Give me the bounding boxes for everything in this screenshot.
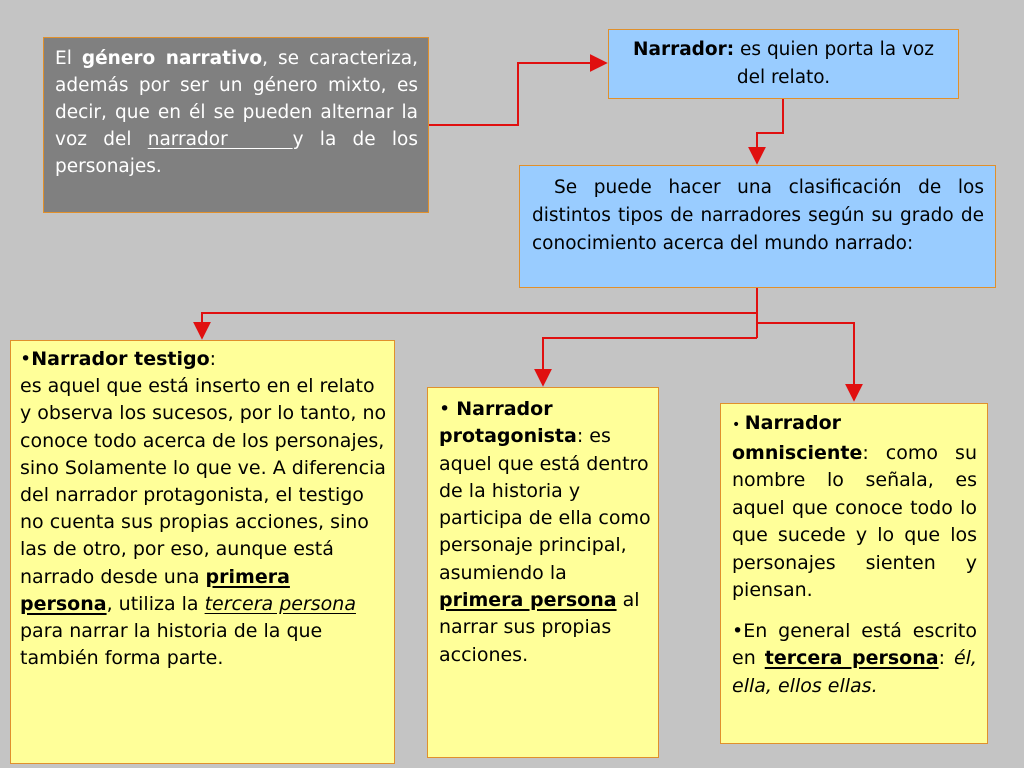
intro-term-narrador: narrador bbox=[147, 129, 293, 150]
omnisciente-title-line1: Narrador bbox=[744, 412, 842, 434]
testigo-tercera-persona: tercera persona bbox=[204, 592, 356, 615]
intro-box bbox=[43, 37, 429, 213]
clasificacion-text: Se puede hacer una clasificación de los distintos tipos de narradores según su grado de conocimiento acerca del mundo narrado: bbox=[532, 177, 984, 254]
narrador-protagonista-box bbox=[427, 387, 659, 758]
narrador-term: Narrador: bbox=[632, 39, 735, 60]
narrador-omnisciente-box bbox=[720, 403, 988, 744]
omnisciente-pronouns: él, ella, ellos ellas. bbox=[732, 647, 977, 697]
arrow-to-omnisciente bbox=[757, 323, 854, 400]
testigo-text: •Narrador testigo: es aquel que está inserto en el relato y observa los sucesos, por lo tanto, no conoce todo acerca de los personajes, sino Solamente lo que ve. A diferencia del narrador protagonista, el testigo no cuenta sus propias acciones, sino las de otro, por eso, aunque está narrado desde una primera persona, utiliza la tercera persona para narrar la historia de la que también forma parte. bbox=[20, 348, 387, 670]
intro-text: El género narrativo, se caracteriza, además por ser un género mixto, es decir, que en él se pueden alternar la voz del narrador y la de los personajes. bbox=[55, 48, 418, 177]
arrow-to-testigo bbox=[202, 313, 757, 338]
narrador-definition: es quien porta la voz del relato. bbox=[734, 39, 935, 88]
testigo-primera-persona: primera persona bbox=[20, 565, 290, 615]
omnisciente-tercera-persona: tercera persona bbox=[764, 647, 939, 669]
arrow-intro-to-narrador bbox=[428, 63, 606, 125]
protagonista-title: Narrador protagonista bbox=[439, 398, 577, 448]
intro-term-genero-narrativo: género narrativo bbox=[81, 48, 263, 69]
omnisciente-text-2: •En general está escrito en tercera persona: él, ella, ellos ellas. bbox=[732, 619, 977, 697]
omnisciente-title-line2: omnisciente bbox=[732, 441, 863, 464]
omnisciente-text: • Narrador omnisciente: como su nombre lo señala, es aquel que conoce todo lo que sucede y lo que los personajes sienten y piensan. bbox=[732, 412, 977, 601]
testigo-title: Narrador testigo bbox=[31, 348, 210, 370]
narrador-testigo-box bbox=[10, 340, 395, 764]
narrador-definition-box bbox=[608, 29, 959, 99]
clasificacion-box bbox=[519, 165, 996, 288]
arrow-narrador-to-clasificacion bbox=[757, 98, 783, 163]
arrow-to-protagonista bbox=[543, 338, 757, 385]
protagonista-primera-persona: primera persona bbox=[439, 589, 617, 612]
protagonista-text: • Narrador protagonista: es aquel que está dentro de la historia y participa de ella como personaje principal, asumiendo la primera persona al narrar sus propias acciones. bbox=[439, 398, 651, 666]
